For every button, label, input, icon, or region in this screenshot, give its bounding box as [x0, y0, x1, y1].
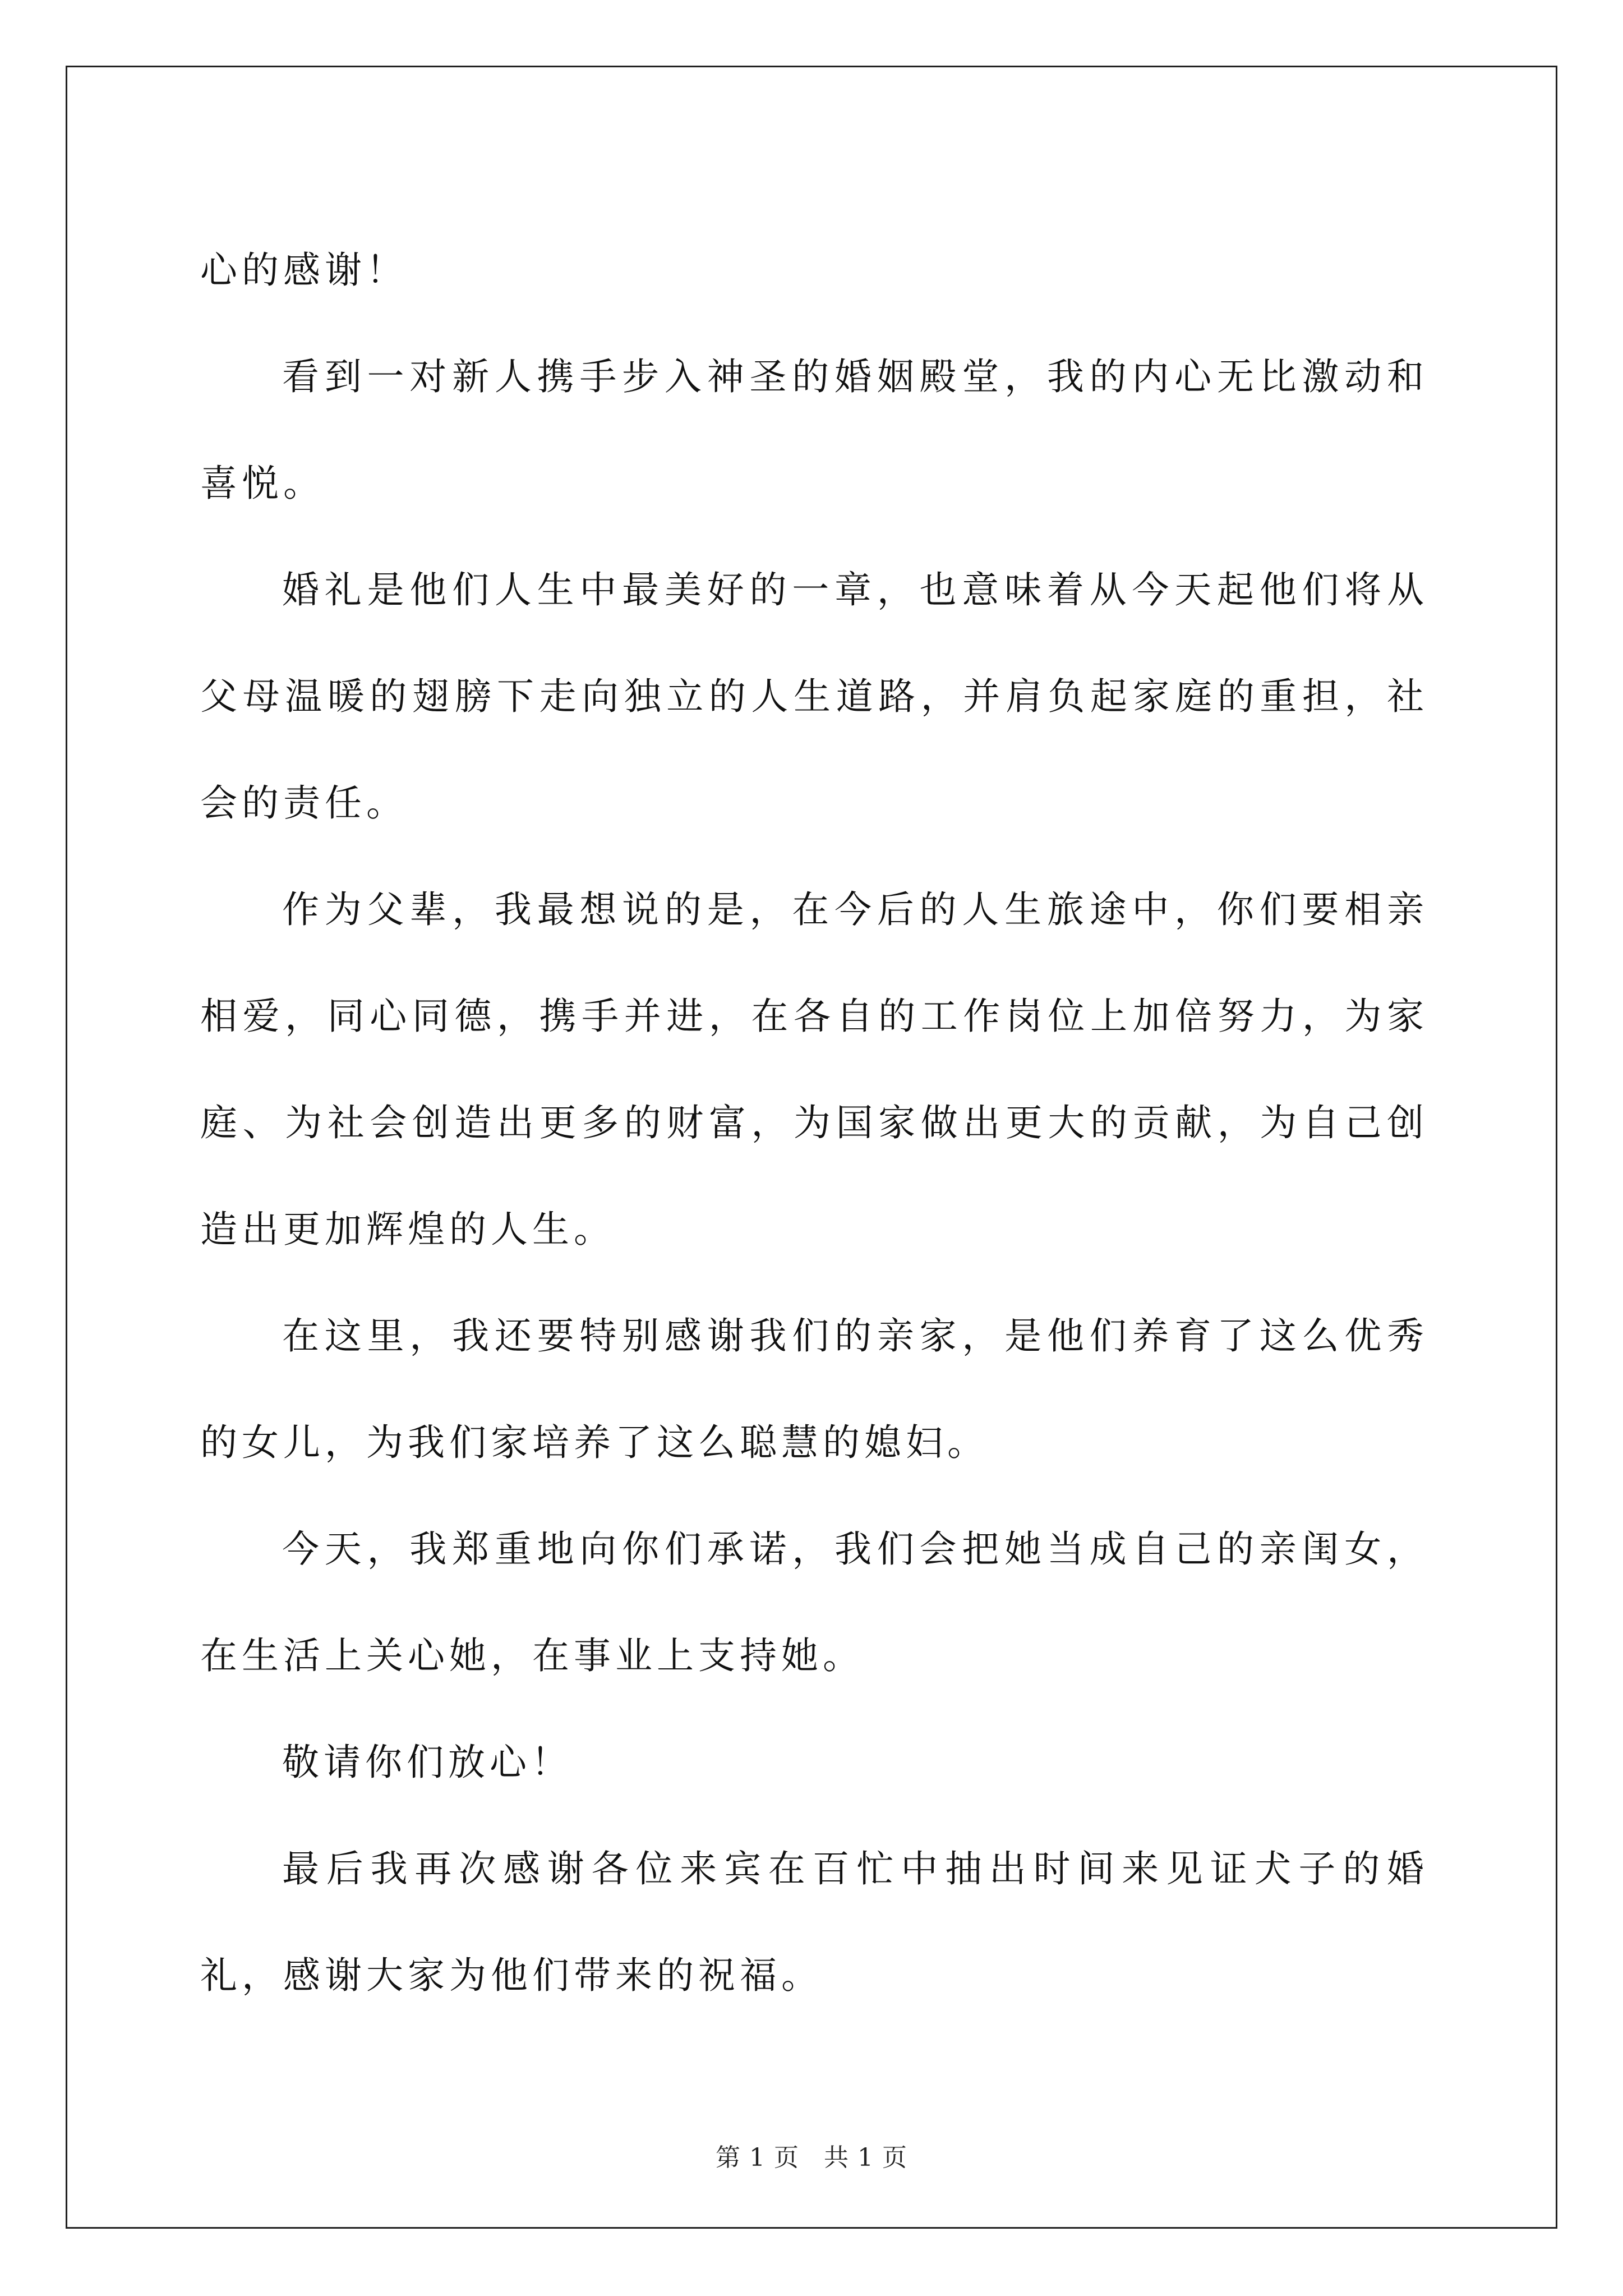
page-footer	[0, 2137, 1623, 2173]
paragraph: 心的感谢！	[200, 249, 408, 292]
paragraph: 看到一对新人携手步入神圣的婚姻殿堂，我的内心无比激动和喜悦。	[200, 355, 1428, 505]
paragraph: 作为父辈，我最想说的是，在今后的人生旅途中，你们要相亲相爱，同心同德，携手并进，在各自的工作岗位上加倍努力，为家庭、为社会创造出更多的财富，为国家做出更大的贡献，为自己创造出更加辉煌的人生。	[200, 888, 1428, 1251]
paragraph: 婚礼是他们人生中最美好的一章，也意味着从今天起他们将从父母温暖的翅膀下走向独立的人生道路，并肩负起家庭的重担，社会的责任。	[200, 568, 1428, 825]
document-body	[200, 217, 1428, 2029]
paragraph: 敬请你们放心！	[282, 1741, 573, 1784]
paragraph: 在这里，我还要特别感谢我们的亲家，是他们养育了这么优秀的女儿，为我们家培养了这么聪慧的媳妇。	[200, 1314, 1428, 1464]
page-total: 共 1 页	[824, 2143, 907, 2172]
paragraph: 今天，我郑重地向你们承诺，我们会把她当成自己的亲闺女，在生活上关心她，在事业上支持她。	[200, 1527, 1428, 1677]
page-number: 第 1 页	[716, 2143, 799, 2172]
paragraph: 最后我再次感谢各位来宾在百忙中抽出时间来见证犬子的婚礼，感谢大家为他们带来的祝福。	[200, 1847, 1428, 1997]
